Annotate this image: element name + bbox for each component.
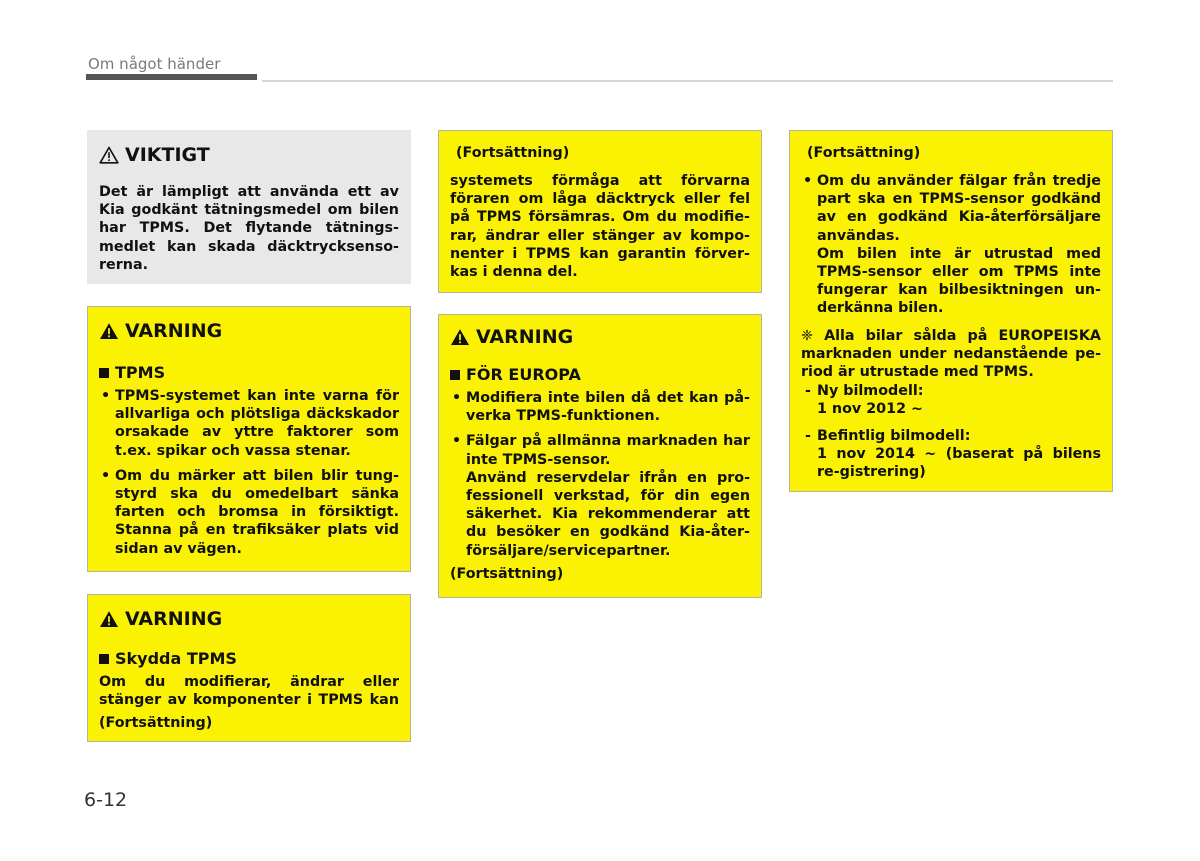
list-item: • TPMS-systemet kan inte varna för allvarliga och plötsliga däckskador orsakade av yttre faktorer som t.ex. spikar och vassa stenar.	[99, 387, 399, 460]
continued-label: (Fortsättning)	[807, 145, 921, 161]
list-item: • Om du märker att bilen blir tung-styrd ska du omedelbart sänka farten och bromsa in försiktigt. Stanna på en trafiksäker plats vid sidan av vägen.	[99, 467, 399, 558]
list-item	[801, 427, 1101, 482]
warning-triangle-icon	[450, 328, 470, 346]
viktigt-box	[87, 130, 411, 284]
list-item	[801, 172, 1101, 318]
square-bullet-icon	[99, 654, 109, 664]
skydda-text: Om du modifierar, ändrar eller stänger av komponenter i TPMS kan	[99, 674, 399, 709]
item-label: - Befintlig bilmodell:	[817, 427, 971, 444]
skydda-subtitle	[99, 649, 399, 669]
varning-title: VARNING	[125, 320, 223, 342]
list-item	[801, 382, 1101, 418]
europa-subtitle-text: FÖR EUROPA	[466, 365, 581, 384]
header-accent-bar	[86, 74, 257, 80]
varning-title: VARNING	[476, 326, 574, 348]
viktigt-title: VIKTIGT	[125, 144, 210, 166]
list-item	[450, 432, 750, 559]
tpms-subtitle-text: TPMS	[115, 363, 166, 382]
item-label: - Ny bilmodell:	[817, 383, 924, 400]
viktigt-text: Det är lämpligt att använda ett av Kia godkänt tätningsmedel om bilen har TPMS. Det flytande tätnings-medlet kan skada däcktrycksenso-rerna.	[99, 184, 399, 273]
continued-label: (Fortsättning)	[99, 715, 213, 732]
viktigt-heading	[99, 143, 399, 167]
continuation-text: systemets förmåga att förvarna föraren om låga däcktryck eller fel på TPMS försämras. Om du modifie-rar, ändrar eller stänger av kompo-nenter i TPMS kan garantin förver-kas i denna del.	[450, 173, 750, 281]
header-divider	[262, 80, 1113, 82]
varning-tpms-box	[87, 306, 411, 572]
list-item-extra: Om bilen inte är utrustad med TPMS-sensor eller om TPMS inte fungerar kan bilbesiktningen un-derkänna bilen.	[817, 245, 1101, 317]
note-text: Alla bilar sålda på EUROPEISKA marknaden under nedanstående pe-riod är utrustade med TPMS.	[801, 327, 1101, 381]
varning-skydda-box	[87, 594, 411, 742]
tpms-subtitle	[99, 363, 399, 383]
europe-note	[801, 327, 1101, 382]
square-bullet-icon	[450, 370, 460, 380]
list-item-extra: Använd reservdelar ifrån en pro-fessionell verkstad, för din egen säkerhet. Kia rekommenderar att du besöker en godkänd Kia-åter-försäljare/servicepartner.	[466, 469, 750, 559]
varning-heading	[450, 325, 750, 349]
continued-label: (Fortsättning)	[456, 145, 570, 161]
square-bullet-icon	[99, 368, 109, 378]
item-value: 1 nov 2014 ~ (baserat på bilens re-gistrering)	[817, 445, 1101, 481]
continued-label: (Fortsättning)	[450, 565, 564, 582]
continuation-box	[438, 130, 762, 293]
varning-heading	[99, 607, 399, 631]
section-title: Om något händer	[88, 55, 221, 73]
list-item-text: Om du använder fälgar från tredje part ska en TPMS-sensor godkänd av en godkänd Kia-återförsäljare användas.	[817, 173, 1101, 244]
caution-triangle-icon	[99, 146, 119, 164]
continuation-box-col3	[789, 130, 1113, 492]
page-number: 6-12	[84, 789, 128, 811]
skydda-subtitle-text: Skydda TPMS	[115, 649, 237, 668]
item-value: 1 nov 2012 ~	[817, 401, 923, 418]
warning-triangle-icon	[99, 322, 119, 340]
varning-title: VARNING	[125, 608, 223, 630]
note-symbol-icon: ❈	[801, 327, 813, 344]
europa-subtitle	[450, 365, 750, 385]
warning-triangle-icon	[99, 610, 119, 628]
varning-heading	[99, 319, 399, 343]
list-item-text: Fälgar på allmänna marknaden har inte TPMS-sensor.	[466, 433, 750, 468]
varning-europa-box	[438, 314, 762, 598]
list-item: • Modifiera inte bilen då det kan på-verka TPMS-funktionen.	[450, 389, 750, 425]
